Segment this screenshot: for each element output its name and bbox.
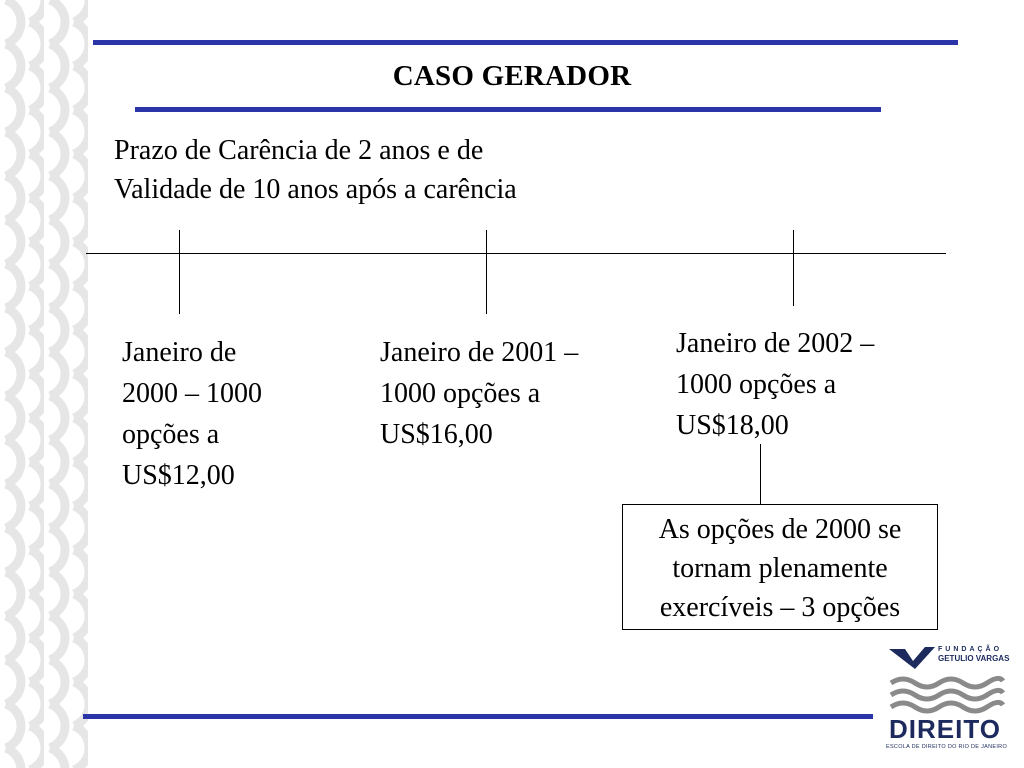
- logo-org-line: GETULIO VARGAS: [938, 654, 1010, 663]
- logo-tagline: ESCOLA DE DIREITO DO RIO DE JANEIRO: [886, 744, 1008, 750]
- top-rule: [93, 40, 958, 45]
- wave-pattern-decoration: [0, 0, 88, 768]
- milestone-line: US$12,00: [122, 460, 235, 491]
- subtitle-line: Prazo de Carência de 2 anos e de: [114, 135, 484, 166]
- title-underline-rule: [135, 107, 881, 112]
- milestone-line: US$18,00: [676, 410, 789, 441]
- note-connector-line: [760, 444, 761, 504]
- logo-wordmark: DIREITO: [889, 714, 1001, 744]
- logo-org-line: FUNDAÇÃO: [938, 646, 1003, 653]
- milestone-line: Janeiro de: [122, 337, 237, 368]
- slide-title: CASO GERADOR: [392, 60, 632, 92]
- milestone-2002: [676, 323, 874, 446]
- timeline-tick-2001: [486, 230, 487, 314]
- note-box: [622, 504, 938, 630]
- subtitle-line: Validade de 10 anos após a carência: [114, 174, 517, 205]
- milestone-2001: [380, 332, 578, 455]
- note-line: As opções de 2000 se: [658, 514, 902, 545]
- timeline-tick-2002: [793, 230, 794, 306]
- note-line: tornam plenamente: [672, 553, 888, 584]
- subtitle: [114, 131, 674, 209]
- milestone-line: opções a: [122, 419, 220, 450]
- milestone-2000: [122, 332, 262, 496]
- milestone-line: 2000 – 1000: [122, 378, 262, 409]
- milestone-line: Janeiro de 2001 –: [380, 337, 579, 368]
- milestone-line: Janeiro de 2002 –: [676, 328, 875, 359]
- timeline-tick-2000: [179, 230, 180, 314]
- milestone-line: 1000 opções a: [676, 369, 837, 400]
- milestone-line: 1000 opções a: [380, 378, 541, 409]
- logo-org-name: [938, 645, 1010, 663]
- bottom-rule: [83, 714, 873, 719]
- timeline-axis: [86, 253, 946, 254]
- milestone-line: US$16,00: [380, 419, 493, 450]
- note-line: exercíveis – 3 opções: [659, 592, 901, 623]
